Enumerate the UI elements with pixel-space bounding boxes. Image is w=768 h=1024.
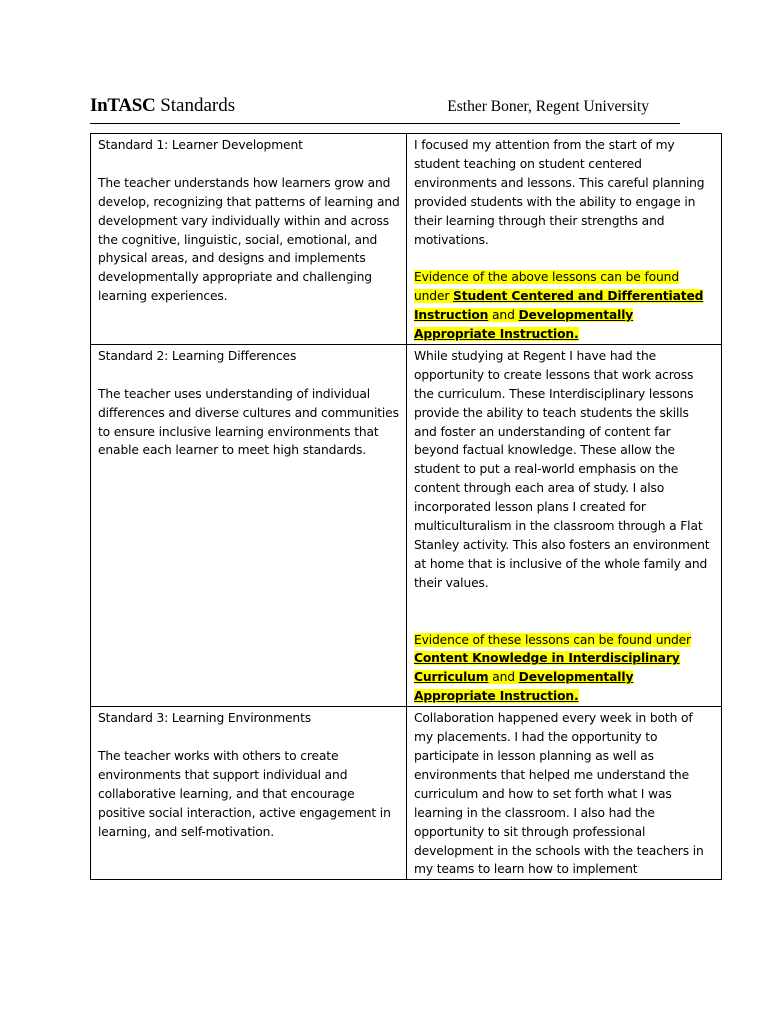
evidence-note — [414, 268, 715, 344]
evidence-note — [414, 631, 715, 707]
standard-cell — [91, 707, 407, 880]
table-row — [91, 707, 722, 880]
reflection-text: I focused my attention from the start of my student teaching on student centered environments and lessons. This careful planning provided students with the ability to engage in their learning through their strengths and motivations. — [414, 138, 705, 247]
reflection-text: Collaboration happened every week in both of my placements. I had the opportunity to participate in lesson planning as well as environments that helped me understand the curriculum and how to set forth what I was learning in the classroom. I also had the opportunity to sit through professional development in the schools with the teachers in my teams to learn how to implement — [414, 711, 704, 877]
link-developmentally-appropriate-instruction[interactable]: Developmentally Appropriate Instruction. — [414, 308, 634, 342]
standard-description: The teacher uses understanding of individual differences and diverse cultures and communities to ensure inclusive learning environments that enable each learner to meet high standards. — [98, 386, 399, 458]
reflection-cell — [407, 707, 722, 880]
reflection-text: While studying at Regent I have had the opportunity to create lessons that work across the curriculum. These Interdisciplinary lessons provide the ability to teach students the skills and foster an understanding of content far beyond factual knowledge. These allow the student to put a real-world emphasis on the content through each area of study. I also incorporated lesson plans I created for multiculturalism in the classroom through a Flat Stanley activity. This also fosters an environment at home that is inclusive of the whole family and their values. — [414, 348, 710, 590]
link-developmentally-appropriate-instruction[interactable]: Developmentally Appropriate Instruction. — [414, 670, 634, 704]
standard-description: The teacher understands how learners grow and develop, recognizing that patterns of learning and development vary individually within and across the cognitive, linguistic, social, emotional, and physical areas, and designs and implements developmentally appropriate and challenging learning experiences. — [98, 175, 400, 304]
evidence-conjunction: and — [488, 670, 519, 685]
link-student-centered-instruction[interactable]: Student Centered and Differentiated Instruction — [414, 289, 704, 323]
standards-table — [90, 133, 722, 880]
table-row — [91, 344, 722, 706]
standard-title: Standard 2: Learning Differences — [98, 348, 297, 363]
link-content-knowledge-interdisciplinary[interactable]: Content Knowledge in Interdisciplinary Curriculum — [414, 651, 680, 685]
standard-description: The teacher works with others to create environments that support individual and collaborative learning, and that encourage positive social interaction, active engagement in learning, and self-motivation. — [98, 748, 391, 839]
table-row — [91, 134, 722, 345]
author-line: Esther Boner, Regent University — [447, 98, 649, 115]
standard-cell — [91, 344, 407, 706]
reflection-cell — [407, 134, 722, 345]
standard-title: Standard 3: Learning Environments — [98, 711, 311, 726]
standard-title: Standard 1: Learner Development — [98, 138, 303, 152]
page-header — [90, 92, 680, 124]
evidence-prefix: Evidence of these lessons can be found under — [414, 632, 691, 647]
intasc-logo-text: InTASC — [90, 95, 156, 116]
evidence-conjunction: and — [488, 308, 519, 323]
document-title — [90, 95, 235, 117]
reflection-cell — [407, 344, 722, 706]
document-title-rest: Standards — [155, 95, 236, 116]
evidence-prefix: Evidence of the above lessons can be found under — [414, 270, 679, 304]
standard-cell — [91, 134, 407, 345]
